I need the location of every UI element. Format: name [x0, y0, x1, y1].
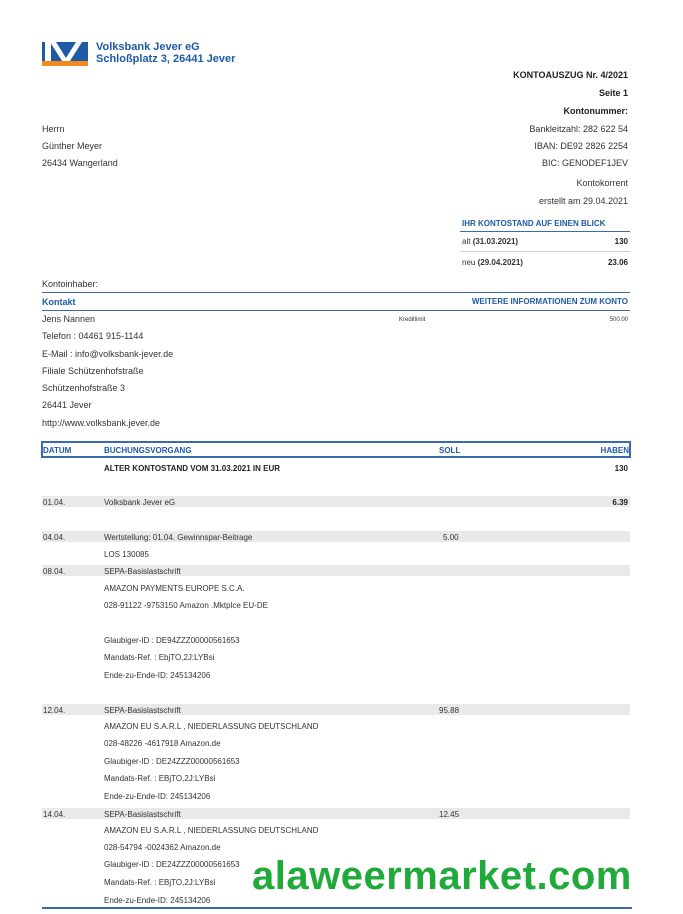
row-detail: Glaubiger-ID : DE24ZZZ00000561653 — [104, 860, 240, 869]
contact-branch: Filiale Schützenhofstraße — [42, 366, 144, 376]
balance-old-row — [462, 237, 518, 246]
watermark-text: alaweermarket.com — [252, 854, 632, 898]
row-credit: 6.39 — [612, 498, 628, 507]
row-detail: 028-91122 -9753150 Amazon .Mktplce EU-DE — [104, 601, 268, 610]
row-text: SEPA-Basislastschrift — [104, 810, 181, 819]
contact-website: http://www.volksbank.jever.de — [42, 418, 161, 428]
holder-label: Kontoinhaber: — [42, 279, 99, 289]
opening-balance-value: 130 — [614, 464, 628, 473]
opening-balance-label: ALTER KONTOSTAND VOM 31.03.2021 IN EUR — [104, 464, 281, 473]
col-debit: SOLL — [439, 446, 461, 455]
bank-logo — [42, 42, 88, 66]
row-date: 12.04. — [43, 706, 66, 715]
row-date: 14.04. — [43, 810, 66, 819]
row-detail: AMAZON EU S.A.R.L , NIEDERLASSUNG DEUTSCHLAND — [104, 722, 319, 731]
row-detail: Ende-zu-Ende-ID: 245134206 — [104, 896, 211, 905]
row-detail: 028-48226 -4617918 Amazon.de — [104, 739, 221, 748]
row-date: 04.04. — [43, 533, 66, 542]
contact-heading: Kontakt — [42, 297, 76, 307]
account-heading: Kontonummer: — [563, 106, 628, 116]
row-text: Wertstellung: 01.04. Gewinnspar-Beitrage — [104, 533, 253, 542]
balance-new-label: neu — [462, 258, 476, 267]
row-detail: Ende-zu-Ende-ID: 245134206 — [104, 671, 211, 680]
contact-street: Schützenhofstraße 3 — [42, 383, 126, 393]
col-credit: HABEN — [600, 446, 629, 455]
row-debit: 12.45 — [439, 810, 460, 819]
contact-phone: Telefon : 04461 915-1144 — [42, 331, 144, 341]
table-bottom-line — [42, 907, 632, 909]
row-date: 01.04. — [43, 498, 66, 507]
row-text: SEPA-Basislastschrift — [104, 567, 181, 576]
row-detail: Glaubiger-ID : DE94ZZZ00000561653 — [104, 636, 240, 645]
row-detail: Ende-zu-Ende-ID: 245134206 — [104, 792, 211, 801]
row-detail: AMAZON PAYMENTS EUROPE S.C.A. — [104, 584, 245, 593]
statement-title: KONTOAUSZUG Nr. 4/2021 — [513, 70, 628, 80]
balance-new-row — [462, 258, 523, 267]
contact-bottom-line — [42, 310, 630, 311]
recipient-name: Günther Meyer — [42, 141, 103, 151]
bank-code: Bankleitzahl: 282 622 54 — [529, 124, 628, 134]
account-type: Kontokorrent — [576, 178, 628, 188]
iban: IBAN: DE92 2826 2254 — [534, 141, 628, 151]
col-date: DATUM — [43, 446, 72, 455]
balance-old-date: (31.03.2021) — [472, 237, 519, 246]
col-booking: BUCHUNGSVORGANG — [104, 446, 192, 455]
balance-new-value: 23.06 — [607, 258, 628, 267]
contact-top-line — [42, 292, 630, 293]
recipient-salutation: Herrn — [42, 124, 65, 134]
balance-row-divider — [460, 251, 630, 252]
bank-address: Schloßplatz 3, 26441 Jever — [96, 53, 236, 65]
contact-city: 26441 Jever — [42, 400, 92, 410]
contact-person: Jens Nannen — [42, 314, 96, 324]
credit-limit-value: 500.00 — [609, 317, 628, 323]
bank-name: Volksbank Jever eG — [96, 41, 200, 53]
recipient-city: 26434 Wangerland — [42, 158, 118, 168]
row-detail: AMAZON EU S.A.R.L , NIEDERLASSUNG DEUTSCHLAND — [104, 826, 319, 835]
credit-limit-label: Kreditlimit — [399, 317, 426, 323]
balance-heading: IHR KONTOSTAND AUF EINEN BLICK — [462, 219, 606, 228]
row-detail: 028-54794 -0024362 Amazon.de — [104, 843, 221, 852]
row-detail: Glaubiger-ID : DE24ZZZ00000561653 — [104, 757, 240, 766]
row-text: Volksbank Jever eG — [104, 498, 176, 507]
row-debit: 5.00 — [443, 533, 459, 542]
balance-old-label: alt — [462, 237, 471, 246]
row-text: SEPA-Basislastschrift — [104, 706, 181, 715]
contact-email: E-Mail : info@volksbank-jever.de — [42, 349, 174, 359]
created-date: erstellt am 29.04.2021 — [538, 196, 628, 206]
bank-header — [96, 41, 235, 65]
balance-old-value: 130 — [614, 237, 628, 246]
more-info-heading: WEITERE INFORMATIONEN ZUM KONTO — [471, 297, 628, 306]
balance-new-date: (29.04.2021) — [477, 258, 523, 267]
row-detail: Mandats-Ref. : EBjTO,2J:LYBsi — [104, 774, 216, 783]
bic: BIC: GENODEF1JEV — [541, 158, 628, 168]
row-detail: Mandats-Ref. : EbjTO,2J:LYBsi — [104, 653, 215, 662]
row-debit: 95.88 — [439, 706, 460, 715]
page-number: Seite 1 — [598, 88, 628, 98]
balance-divider — [460, 231, 630, 232]
row-date: 08.04. — [43, 567, 66, 576]
row-detail: Mandats-Ref. : EBjTO,2J:LYBsi — [104, 878, 216, 887]
row-detail: LOS 130085 — [104, 550, 149, 559]
